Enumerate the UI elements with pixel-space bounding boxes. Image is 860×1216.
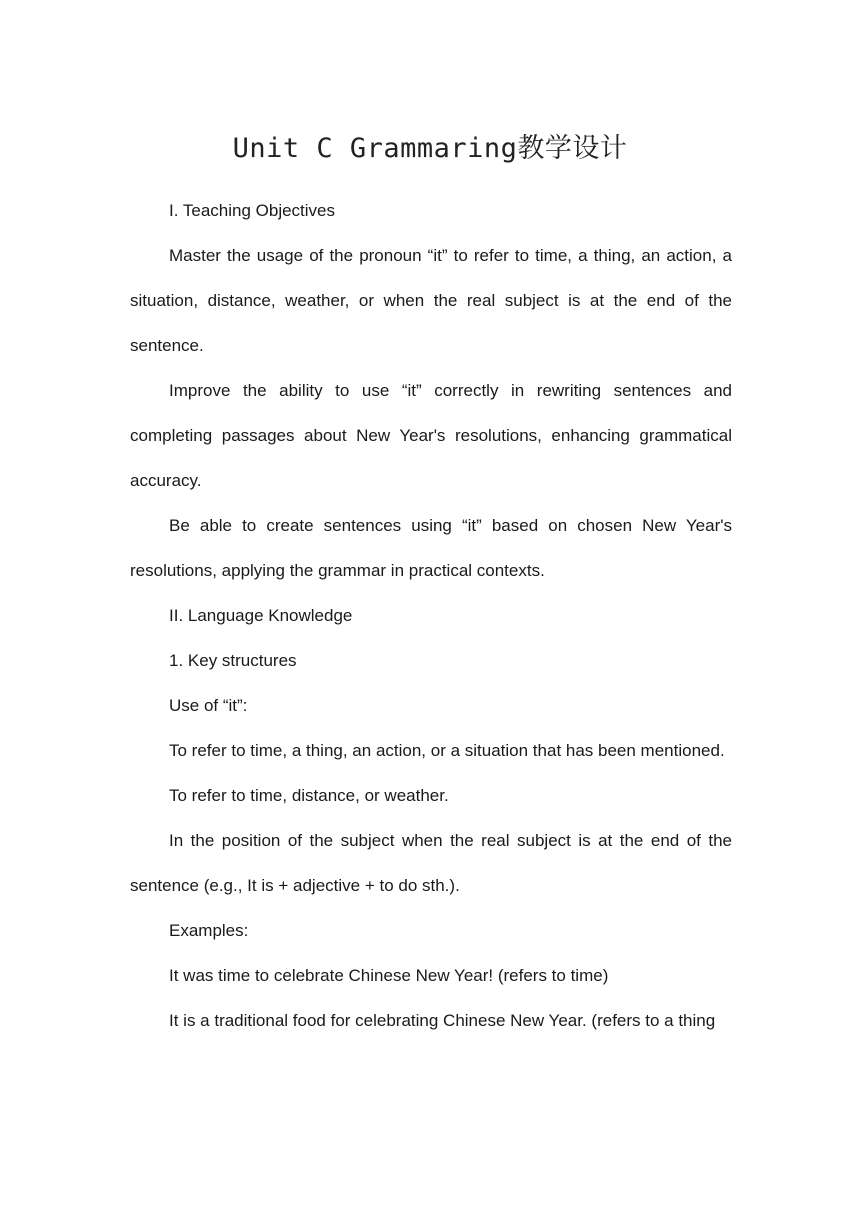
paragraph: Use of “it”: <box>169 696 248 715</box>
document-body <box>130 188 732 1043</box>
section-heading: I. Teaching Objectives <box>169 201 335 220</box>
section-heading: II. Language Knowledge <box>169 606 353 625</box>
subsection-heading: 1. Key structures <box>169 651 297 670</box>
paragraph: Be able to create sentences using “it” based on chosen New Year's resolutions, applying the grammar in practical contexts. <box>130 516 732 580</box>
paragraph: In the position of the subject when the real subject is at the end of the sentence (e.g., It is + adjective + to do sth.). <box>130 831 732 895</box>
paragraph: Master the usage of the pronoun “it” to refer to time, a thing, an action, a situation, distance, weather, or when the real subject is at the end of the sentence. <box>130 246 732 355</box>
paragraph: To refer to time, distance, or weather. <box>169 786 449 805</box>
paragraph: Improve the ability to use “it” correctly in rewriting sentences and completing passages about New Year's resolutions, enhancing grammatical accuracy. <box>130 381 732 490</box>
paragraph: To refer to time, a thing, an action, or a situation that has been mentioned. <box>169 741 725 760</box>
example-sentence: It was time to celebrate Chinese New Year! (refers to time) <box>169 966 609 985</box>
example-sentence: It is a traditional food for celebrating Chinese New Year. (refers to a thing <box>169 1011 716 1030</box>
document-title: Unit C Grammaring教学设计 <box>232 133 628 164</box>
paragraph: Examples: <box>169 921 249 940</box>
